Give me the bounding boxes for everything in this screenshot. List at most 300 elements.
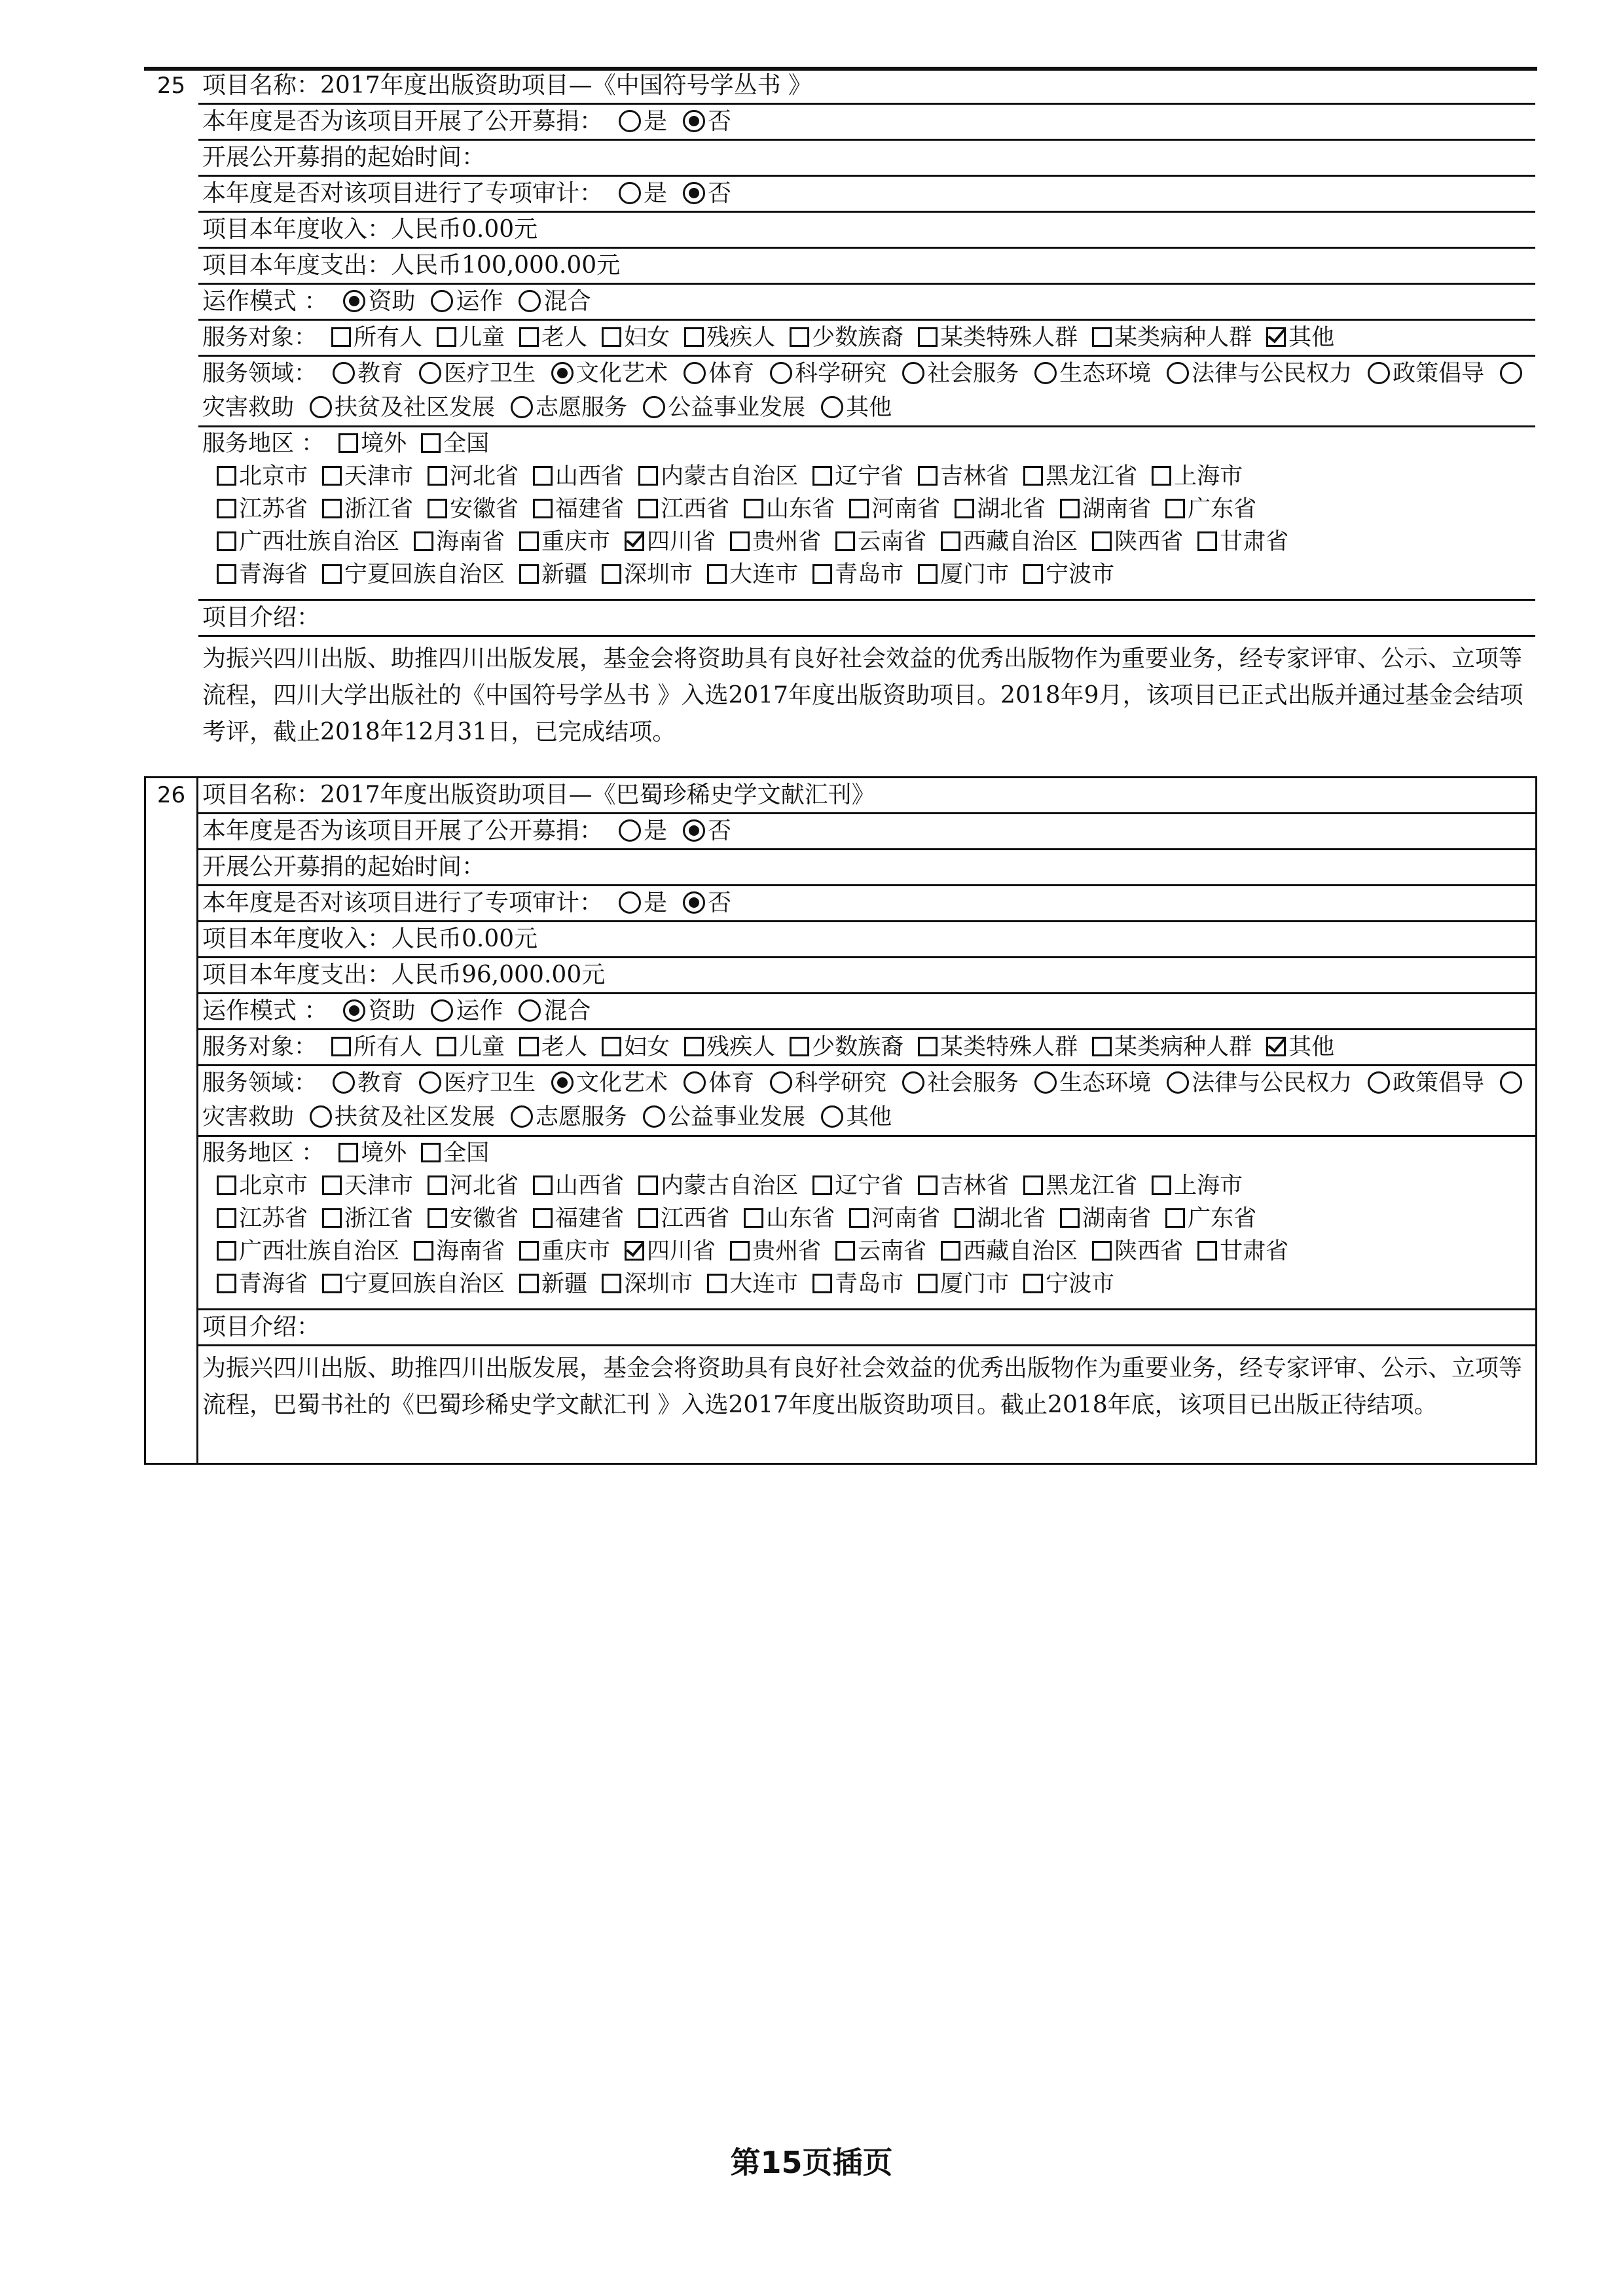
region-option: 新疆 — [541, 562, 588, 588]
target-option: 残疾人 — [706, 1034, 776, 1060]
region-option: 云南省 — [858, 1238, 927, 1265]
field-radio[interactable] — [902, 362, 924, 384]
target-option: 所有人 — [354, 325, 423, 351]
region-checkbox[interactable] — [421, 433, 441, 453]
region-option: 黑龙江省 — [1046, 463, 1138, 490]
target-option: 所有人 — [354, 1034, 423, 1060]
field-radio[interactable] — [902, 1071, 924, 1094]
no-label: 否 — [708, 817, 732, 844]
mode-row — [198, 285, 1535, 321]
target-checkbox[interactable] — [790, 1037, 809, 1056]
fundraise-yes-radio[interactable] — [619, 110, 641, 132]
region-checkbox[interactable] — [1152, 466, 1171, 486]
field-radio[interactable] — [1500, 362, 1522, 384]
region-checkbox[interactable] — [849, 1208, 869, 1228]
field-row — [198, 357, 1535, 427]
region-checkbox[interactable] — [1060, 1208, 1080, 1228]
region-option: 福建省 — [555, 496, 625, 522]
page-footer: 第15页插页 — [730, 2145, 893, 2180]
region-option: 重庆市 — [541, 1238, 611, 1265]
region-checkbox[interactable] — [849, 499, 869, 518]
audit-no-radio[interactable] — [683, 891, 705, 914]
project-number-cell — [146, 778, 198, 1463]
intro-text: 为振兴四川出版、助推四川出版发展，基金会将资助具有良好社会效益的优秀出版物作为重要业务，经专家评审、公示、立项等流程，四川大学出版社的《中国符号学丛书 》入选2017年度出版资助项目。2018年9月，该项目已正式出版并通过基金会结项考评，截止2018年12月31日，已完成结项。 — [202, 645, 1523, 745]
region-option: 上海市 — [1174, 463, 1243, 490]
region-option: 辽宁省 — [835, 463, 904, 490]
target-option: 其他 — [1288, 325, 1335, 351]
region-checkbox[interactable] — [217, 1241, 236, 1261]
mode-label: 运作模式 ： — [202, 997, 328, 1024]
region-option: 河南省 — [871, 496, 941, 522]
audit-yes-radio[interactable] — [619, 891, 641, 914]
region-option: 境外 — [361, 1140, 407, 1166]
field-radio[interactable] — [821, 1105, 843, 1128]
fundraise-start-label: 开展公开募捐的起始时间： — [202, 144, 486, 171]
target-option: 残疾人 — [706, 325, 776, 351]
target-option: 妇女 — [624, 325, 670, 351]
fundraise-yes-radio[interactable] — [619, 819, 641, 842]
expense-text: 项目本年度支出：人民币100,000.00元 — [202, 252, 621, 279]
region-checkbox[interactable] — [812, 1175, 832, 1195]
field-radio[interactable] — [684, 1071, 706, 1094]
field-option: 体育 — [708, 361, 755, 387]
target-option: 老人 — [541, 325, 588, 351]
field-option: 医疗卫生 — [444, 361, 536, 387]
region-checkbox[interactable] — [941, 1241, 960, 1261]
region-option: 贵州省 — [752, 1238, 822, 1265]
expense-row — [198, 958, 1535, 994]
intro-text: 为振兴四川出版、助推四川出版发展，基金会将资助具有良好社会效益的优秀出版物作为重要业务，经专家评审、公示、立项等流程，巴蜀书社的《巴蜀珍稀史学文献汇刊 》入选2017年度出版资助项目。截止2018年底，该项目已出版正待结项。 — [202, 1355, 1523, 1418]
project-block-26 — [144, 776, 1537, 1465]
no-label: 否 — [708, 889, 732, 916]
fundraise-row — [198, 105, 1535, 141]
project-number: 25 — [156, 73, 186, 99]
field-option: 其他 — [846, 1104, 892, 1130]
field-label: 服务领域： — [202, 361, 318, 387]
yes-label: 是 — [644, 180, 668, 207]
no-label: 否 — [708, 180, 732, 207]
mode-option: 资助 — [368, 997, 416, 1024]
region-checkbox[interactable] — [602, 1274, 621, 1293]
region-checkbox[interactable] — [918, 1175, 938, 1195]
field-option: 志愿服务 — [536, 1104, 628, 1130]
region-checkbox[interactable] — [533, 499, 553, 518]
region-checkbox[interactable] — [338, 1143, 358, 1162]
region-checkbox[interactable] — [1060, 499, 1080, 518]
target-row — [198, 1030, 1535, 1066]
region-option: 广西壮族自治区 — [239, 529, 400, 555]
region-option: 甘肃省 — [1220, 1238, 1289, 1265]
region-option: 青岛市 — [835, 1271, 904, 1297]
target-checkbox[interactable] — [1092, 327, 1112, 347]
mode-radio-operation[interactable] — [431, 999, 453, 1022]
region-checkbox[interactable] — [707, 564, 727, 584]
region-option: 河南省 — [871, 1206, 941, 1232]
mode-option: 混合 — [543, 997, 591, 1024]
region-option: 黑龙江省 — [1046, 1173, 1138, 1199]
target-option: 某类病种人群 — [1114, 325, 1252, 351]
target-option: 某类特殊人群 — [940, 1034, 1078, 1060]
region-option: 湖南省 — [1082, 496, 1152, 522]
field-radio[interactable] — [643, 1105, 665, 1128]
region-checkbox[interactable] — [428, 499, 447, 518]
field-radio[interactable] — [684, 362, 706, 384]
region-checkbox[interactable] — [1165, 1208, 1185, 1228]
mode-radio-mixed[interactable] — [519, 999, 541, 1022]
region-option: 福建省 — [555, 1206, 625, 1232]
target-checkbox-checked[interactable] — [1266, 1037, 1286, 1056]
region-checkbox[interactable] — [1165, 499, 1185, 518]
region-checkbox[interactable] — [338, 433, 358, 453]
region-checkbox[interactable] — [217, 499, 236, 518]
target-checkbox[interactable] — [437, 327, 456, 347]
region-option: 青岛市 — [835, 562, 904, 588]
region-checkbox[interactable] — [638, 1208, 658, 1228]
field-option: 公益事业发展 — [668, 395, 806, 421]
region-checkbox[interactable] — [955, 1208, 974, 1228]
region-option: 浙江省 — [344, 1206, 414, 1232]
target-checkbox[interactable] — [519, 327, 539, 347]
region-option: 湖北省 — [977, 1206, 1046, 1232]
region-option: 大连市 — [729, 562, 799, 588]
region-label: 服务地区 ： — [202, 431, 325, 457]
region-option: 辽宁省 — [835, 1173, 904, 1199]
region-option: 西藏自治区 — [963, 1238, 1078, 1265]
region-checkbox[interactable] — [217, 1175, 236, 1195]
region-option: 云南省 — [858, 529, 927, 555]
region-checkbox[interactable] — [322, 1274, 342, 1293]
field-option: 法律与公民权力 — [1192, 1070, 1353, 1096]
target-checkbox[interactable] — [602, 1037, 621, 1056]
field-option: 科学研究 — [795, 1070, 887, 1096]
target-checkbox-checked[interactable] — [1266, 327, 1286, 347]
field-option: 政策倡导 — [1393, 1070, 1485, 1096]
target-checkbox[interactable] — [519, 1037, 539, 1056]
region-checkbox[interactable] — [322, 1175, 342, 1195]
region-checkbox[interactable] — [1092, 531, 1112, 551]
field-radio[interactable] — [1167, 1071, 1189, 1094]
target-checkbox[interactable] — [918, 1037, 938, 1056]
region-checkbox[interactable] — [322, 466, 342, 486]
field-option: 体育 — [708, 1070, 755, 1096]
target-checkbox[interactable] — [790, 327, 809, 347]
region-checkbox[interactable] — [918, 466, 938, 486]
mode-radio-operation[interactable] — [431, 290, 453, 312]
fundraise-start-row — [198, 141, 1535, 177]
region-option: 海南省 — [436, 529, 505, 555]
region-option: 天津市 — [344, 463, 414, 490]
region-option: 陕西省 — [1114, 529, 1184, 555]
region-option: 宁夏回族自治区 — [344, 1271, 505, 1297]
region-row — [198, 1137, 1535, 1310]
region-option: 湖南省 — [1082, 1206, 1152, 1232]
mode-option: 运作 — [456, 997, 503, 1024]
audit-row — [198, 177, 1535, 213]
field-radio[interactable] — [770, 362, 792, 384]
region-option: 上海市 — [1174, 1173, 1243, 1199]
field-option: 公益事业发展 — [668, 1104, 806, 1130]
region-option: 厦门市 — [940, 1271, 1010, 1297]
region-option: 广西壮族自治区 — [239, 1238, 400, 1265]
region-row — [198, 427, 1535, 601]
region-option: 内蒙古自治区 — [661, 463, 799, 490]
region-checkbox[interactable] — [217, 1274, 236, 1293]
region-checkbox[interactable] — [812, 1274, 832, 1293]
region-option: 吉林省 — [940, 1173, 1010, 1199]
income-text: 项目本年度收入：人民币0.00元 — [202, 216, 538, 243]
intro-label-row — [198, 1310, 1535, 1346]
region-checkbox[interactable] — [638, 466, 658, 486]
region-checkbox[interactable] — [918, 1274, 938, 1293]
region-option: 山东省 — [766, 1206, 835, 1232]
field-option: 其他 — [846, 395, 892, 421]
field-radio[interactable] — [1034, 362, 1057, 384]
mode-row — [198, 994, 1535, 1030]
region-option: 北京市 — [239, 463, 308, 490]
intro-text-row — [198, 637, 1535, 755]
region-checkbox[interactable] — [638, 499, 658, 518]
field-radio[interactable] — [821, 396, 843, 418]
region-checkbox[interactable] — [1023, 1175, 1043, 1195]
region-checkbox[interactable] — [941, 531, 960, 551]
fundraise-no-radio[interactable] — [683, 110, 705, 132]
region-checkbox[interactable] — [1023, 564, 1043, 584]
field-radio[interactable] — [310, 1105, 332, 1128]
region-option: 江苏省 — [239, 496, 308, 522]
field-row — [198, 1066, 1535, 1137]
region-option: 河北省 — [450, 1173, 519, 1199]
target-label: 服务对象： — [202, 325, 318, 351]
region-checkbox[interactable] — [955, 499, 974, 518]
region-checkbox[interactable] — [217, 1208, 236, 1228]
mode-radio-mixed[interactable] — [519, 290, 541, 312]
region-option: 境外 — [361, 431, 407, 457]
region-checkbox[interactable] — [428, 1208, 447, 1228]
field-option: 文化艺术 — [576, 1070, 668, 1096]
region-option: 安徽省 — [450, 496, 519, 522]
field-radio[interactable] — [419, 1071, 441, 1094]
mode-label: 运作模式 ： — [202, 288, 328, 315]
project-name: 项目名称：2017年度出版资助项目—《中国符号学丛书 》 — [202, 72, 812, 99]
target-checkbox[interactable] — [331, 327, 351, 347]
region-checkbox[interactable] — [421, 1143, 441, 1162]
region-checkbox[interactable] — [812, 466, 832, 486]
region-option: 山西省 — [555, 1173, 625, 1199]
region-checkbox[interactable] — [217, 564, 236, 584]
no-label: 否 — [708, 108, 732, 135]
field-radio-checked[interactable] — [551, 362, 574, 384]
region-option: 贵州省 — [752, 529, 822, 555]
field-radio[interactable] — [511, 1105, 533, 1128]
target-option: 某类病种人群 — [1114, 1034, 1252, 1060]
field-radio[interactable] — [643, 396, 665, 418]
target-checkbox[interactable] — [684, 327, 704, 347]
mode-option: 资助 — [368, 288, 416, 315]
field-option: 社会服务 — [927, 1070, 1019, 1096]
field-radio[interactable] — [1368, 1071, 1390, 1094]
region-option: 全国 — [443, 1140, 490, 1166]
field-radio[interactable] — [1368, 362, 1390, 384]
field-option: 教育 — [357, 1070, 404, 1096]
expense-row — [198, 249, 1535, 285]
target-option: 儿童 — [459, 325, 505, 351]
region-option: 山西省 — [555, 463, 625, 490]
region-label: 服务地区 ： — [202, 1140, 325, 1166]
target-checkbox[interactable] — [918, 327, 938, 347]
region-checkbox[interactable] — [428, 466, 447, 486]
field-option: 扶贫及社区发展 — [335, 1104, 496, 1130]
project-name-row — [198, 778, 1535, 814]
target-option: 老人 — [541, 1034, 588, 1060]
audit-question: 本年度是否对该项目进行了专项审计： — [202, 180, 604, 207]
region-option: 宁波市 — [1046, 562, 1115, 588]
field-option: 灾害救助 — [202, 395, 295, 421]
region-checkbox[interactable] — [744, 499, 763, 518]
field-option: 法律与公民权力 — [1192, 361, 1353, 387]
target-option: 少数族裔 — [812, 1034, 904, 1060]
region-checkbox[interactable] — [1092, 1241, 1112, 1261]
field-radio[interactable] — [1034, 1071, 1057, 1094]
mode-radio-funding[interactable] — [343, 290, 365, 312]
intro-label: 项目介绍： — [202, 604, 321, 631]
region-checkbox[interactable] — [638, 1175, 658, 1195]
mode-option: 混合 — [543, 288, 591, 315]
intro-text-row — [198, 1346, 1535, 1458]
region-option: 全国 — [443, 431, 490, 457]
audit-yes-radio[interactable] — [619, 182, 641, 204]
region-checkbox[interactable] — [519, 1274, 539, 1293]
region-checkbox[interactable] — [414, 531, 433, 551]
fundraise-no-radio[interactable] — [683, 819, 705, 842]
project-number: 26 — [156, 782, 186, 808]
target-option: 儿童 — [459, 1034, 505, 1060]
region-checkbox[interactable] — [707, 1274, 727, 1293]
field-option: 志愿服务 — [536, 395, 628, 421]
income-text: 项目本年度收入：人民币0.00元 — [202, 925, 538, 952]
field-label: 服务领域： — [202, 1070, 318, 1096]
target-option: 少数族裔 — [812, 325, 904, 351]
region-checkbox[interactable] — [730, 1241, 750, 1261]
yes-label: 是 — [644, 817, 668, 844]
region-option: 广东省 — [1188, 1206, 1257, 1232]
region-option: 重庆市 — [541, 529, 611, 555]
field-option: 生态环境 — [1059, 361, 1152, 387]
region-option: 山东省 — [766, 496, 835, 522]
field-radio[interactable] — [333, 362, 355, 384]
region-checkbox-checked[interactable] — [625, 1241, 644, 1261]
fundraise-start-row — [198, 850, 1535, 886]
region-option: 北京市 — [239, 1173, 308, 1199]
region-option: 河北省 — [450, 463, 519, 490]
field-option: 医疗卫生 — [444, 1070, 536, 1096]
region-checkbox[interactable] — [519, 564, 539, 584]
field-radio[interactable] — [1500, 1071, 1522, 1094]
region-checkbox[interactable] — [533, 1208, 553, 1228]
target-checkbox[interactable] — [602, 327, 621, 347]
region-checkbox[interactable] — [744, 1208, 763, 1228]
region-option: 广东省 — [1188, 496, 1257, 522]
region-checkbox[interactable] — [1023, 466, 1043, 486]
yes-label: 是 — [644, 889, 668, 916]
target-checkbox[interactable] — [437, 1037, 456, 1056]
region-checkbox[interactable] — [602, 564, 621, 584]
region-option: 安徽省 — [450, 1206, 519, 1232]
field-radio[interactable] — [310, 396, 332, 418]
region-checkbox[interactable] — [322, 1208, 342, 1228]
region-checkbox[interactable] — [519, 1241, 539, 1261]
region-option: 宁夏回族自治区 — [344, 562, 505, 588]
target-row — [198, 321, 1535, 357]
field-radio[interactable] — [511, 396, 533, 418]
region-checkbox[interactable] — [1197, 1241, 1217, 1261]
region-checkbox[interactable] — [414, 1241, 433, 1261]
region-checkbox[interactable] — [217, 466, 236, 486]
audit-no-radio[interactable] — [683, 182, 705, 204]
region-option: 深圳市 — [624, 1271, 693, 1297]
region-checkbox[interactable] — [1023, 1274, 1043, 1293]
field-radio[interactable] — [770, 1071, 792, 1094]
field-radio-checked[interactable] — [551, 1071, 574, 1094]
region-checkbox-checked[interactable] — [625, 531, 644, 551]
target-checkbox[interactable] — [684, 1037, 704, 1056]
region-option: 江西省 — [661, 496, 730, 522]
region-checkbox[interactable] — [533, 466, 553, 486]
region-checkbox[interactable] — [835, 531, 855, 551]
fundraise-question: 本年度是否为该项目开展了公开募捐： — [202, 817, 604, 844]
region-checkbox[interactable] — [322, 499, 342, 518]
target-checkbox[interactable] — [1092, 1037, 1112, 1056]
region-option: 新疆 — [541, 1271, 588, 1297]
field-option: 政策倡导 — [1393, 361, 1485, 387]
region-checkbox[interactable] — [835, 1241, 855, 1261]
region-checkbox[interactable] — [519, 531, 539, 551]
fundraise-start-label: 开展公开募捐的起始时间： — [202, 853, 486, 880]
region-checkbox[interactable] — [428, 1175, 447, 1195]
field-option: 科学研究 — [795, 361, 887, 387]
mode-radio-funding[interactable] — [343, 999, 365, 1022]
region-checkbox[interactable] — [812, 564, 832, 584]
region-option: 陕西省 — [1114, 1238, 1184, 1265]
field-option: 教育 — [357, 361, 404, 387]
target-option: 其他 — [1288, 1034, 1335, 1060]
region-checkbox[interactable] — [1197, 531, 1217, 551]
field-radio[interactable] — [419, 362, 441, 384]
field-radio[interactable] — [333, 1071, 355, 1094]
region-option: 甘肃省 — [1220, 529, 1289, 555]
region-checkbox[interactable] — [730, 531, 750, 551]
region-checkbox[interactable] — [1152, 1175, 1171, 1195]
region-option: 湖北省 — [977, 496, 1046, 522]
region-checkbox[interactable] — [533, 1175, 553, 1195]
yes-label: 是 — [644, 108, 668, 135]
region-option: 天津市 — [344, 1173, 414, 1199]
region-checkbox[interactable] — [217, 531, 236, 551]
project-name: 项目名称：2017年度出版资助项目—《巴蜀珍稀史学文献汇刊》 — [202, 781, 875, 808]
region-checkbox[interactable] — [322, 564, 342, 584]
field-radio[interactable] — [1167, 362, 1189, 384]
audit-row — [198, 886, 1535, 922]
mode-option: 运作 — [456, 288, 503, 315]
region-option: 青海省 — [239, 1271, 308, 1297]
region-option: 海南省 — [436, 1238, 505, 1265]
target-option: 某类特殊人群 — [940, 325, 1078, 351]
fundraise-row — [198, 814, 1535, 850]
field-option: 社会服务 — [927, 361, 1019, 387]
region-checkbox[interactable] — [918, 564, 938, 584]
region-option: 江苏省 — [239, 1206, 308, 1232]
intro-label: 项目介绍： — [202, 1314, 321, 1340]
target-checkbox[interactable] — [331, 1037, 351, 1056]
